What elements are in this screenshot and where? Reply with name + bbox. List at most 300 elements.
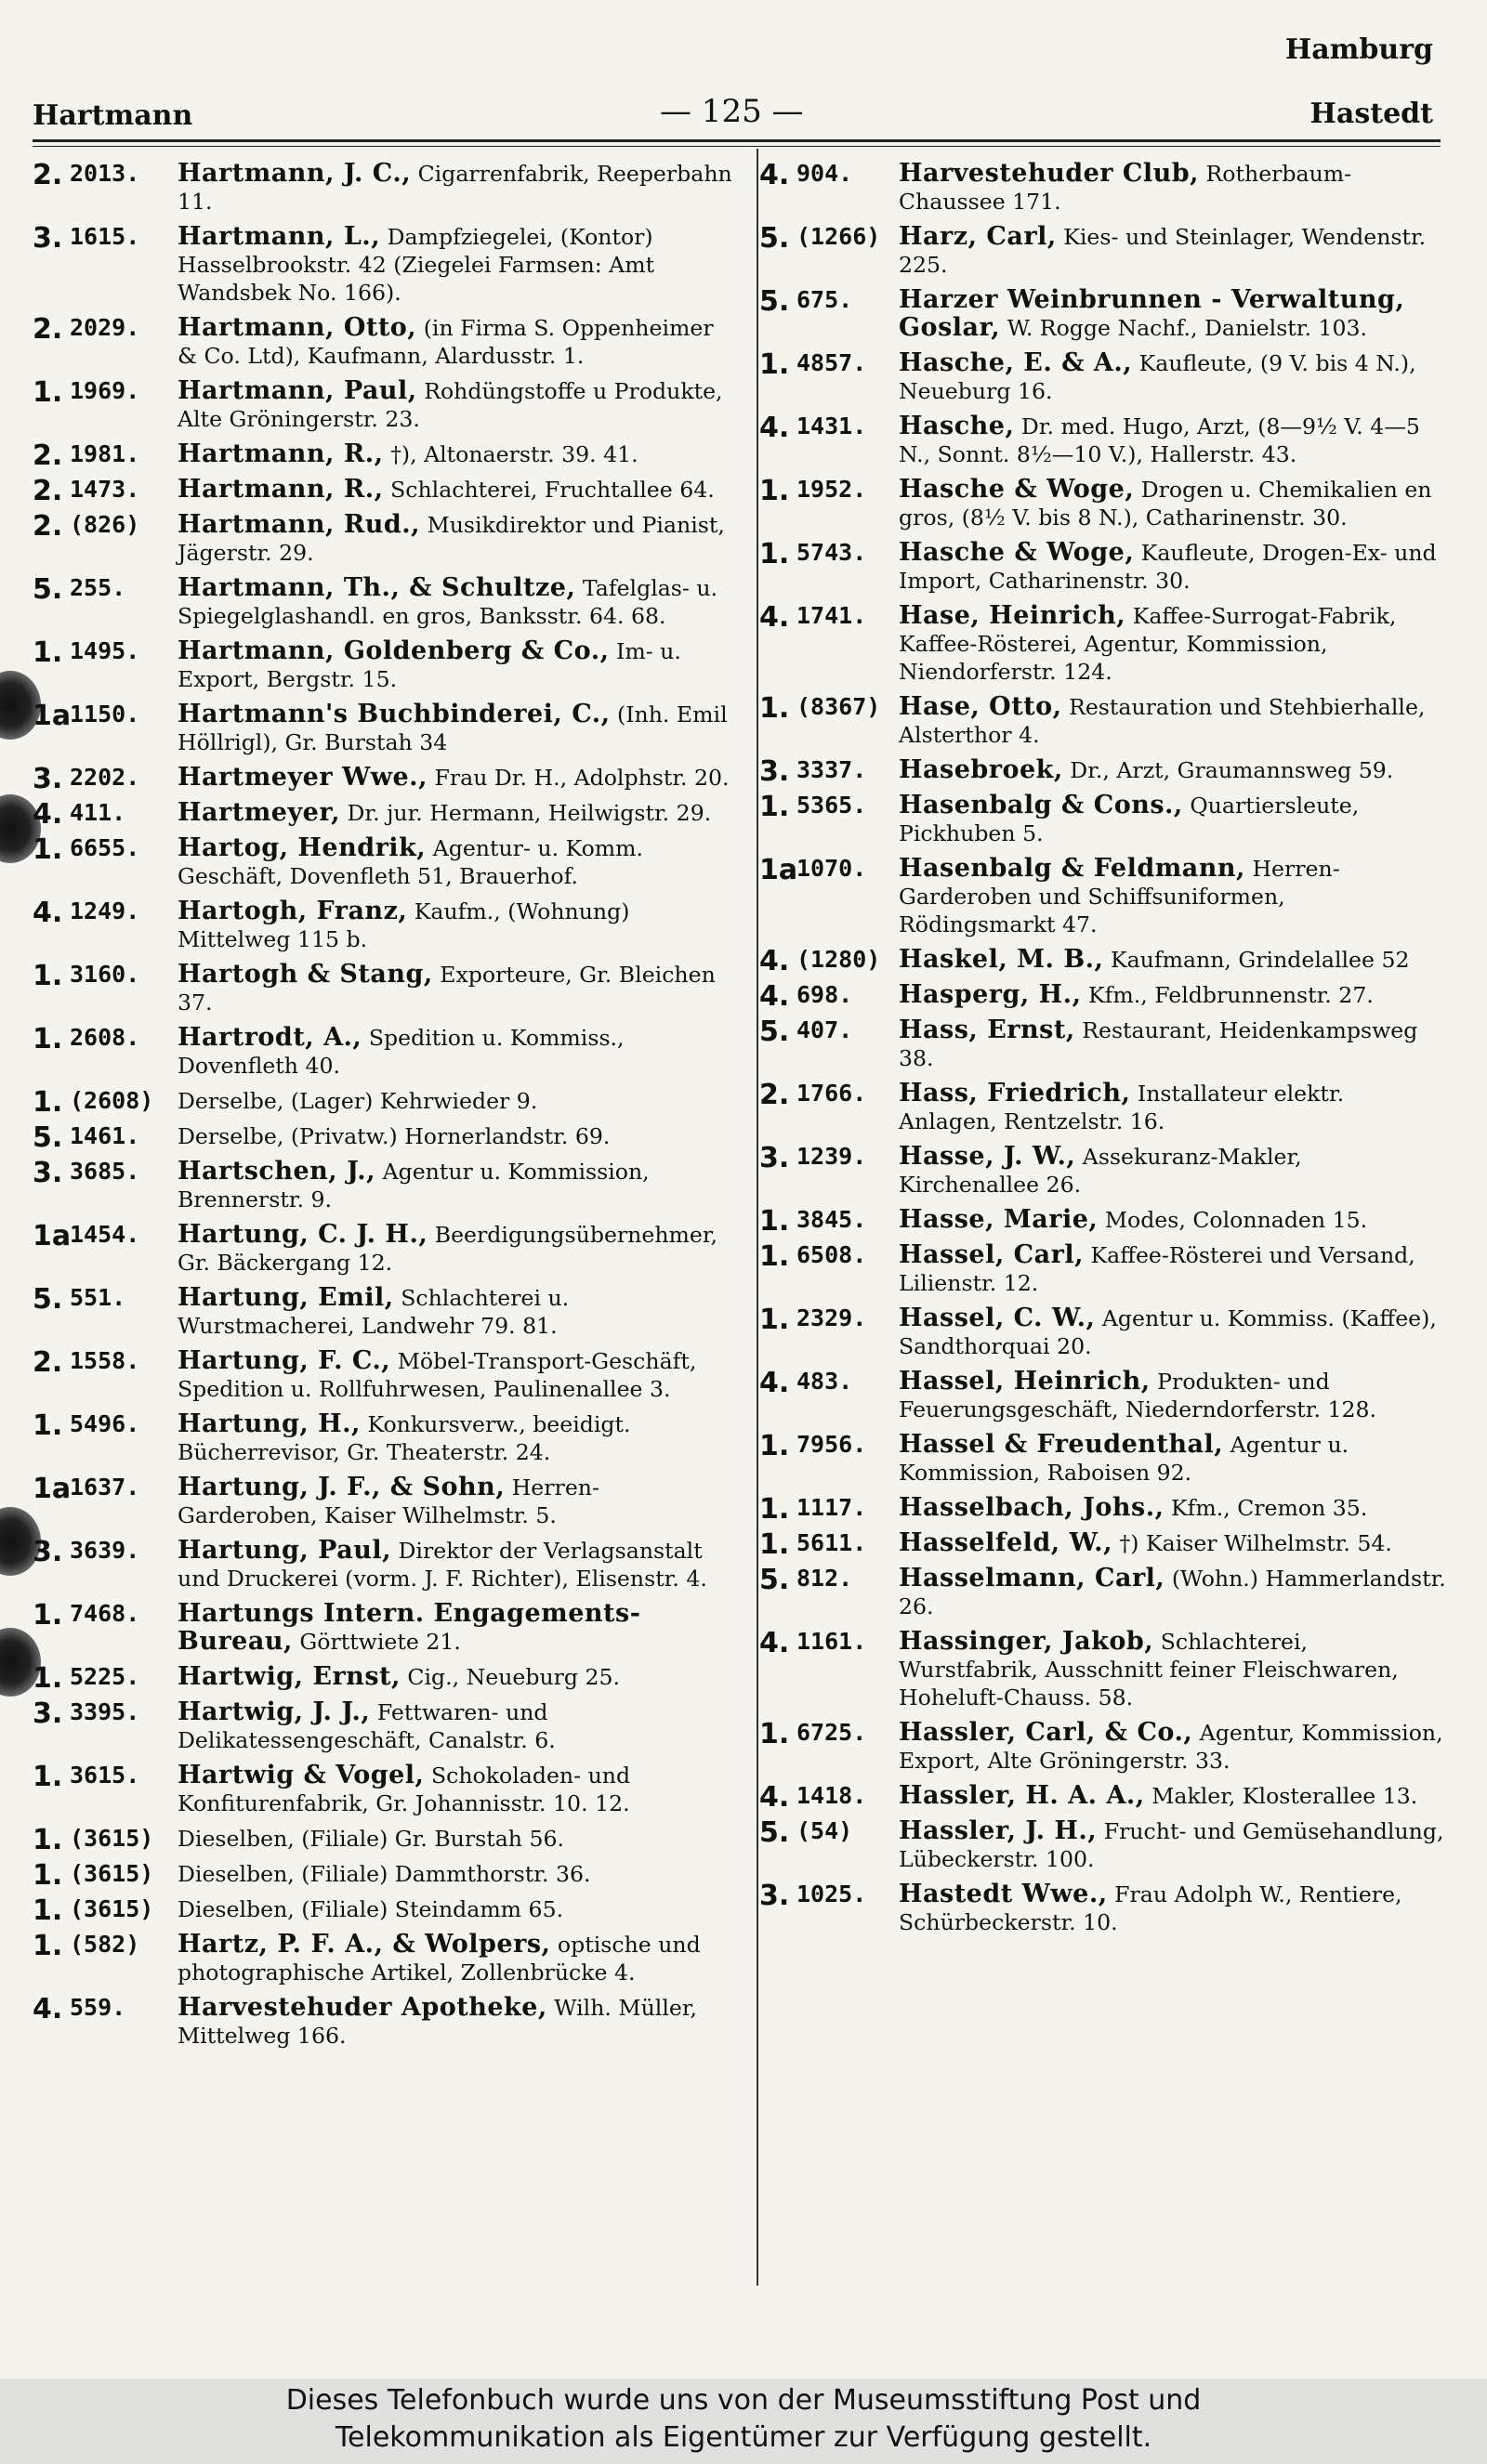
phone-number: 1969. <box>70 377 140 404</box>
subscriber-details: Dr., Arzt, Graumannsweg 59. <box>1070 757 1394 783</box>
phone-number: 1070. <box>796 855 867 882</box>
entry-text <box>899 1782 1447 1810</box>
directory-entry <box>759 1628 1447 1711</box>
subscriber-details: Konkursverw., beeidigt. Bücherrevisor, Gr. Theaterstr. 24. <box>178 1411 631 1465</box>
footer-notice <box>0 2379 1487 2464</box>
entry-text <box>899 1881 1447 1936</box>
phone-number: 5365. <box>796 792 867 819</box>
phone-number: 3160. <box>70 961 140 988</box>
exchange-class: 5. <box>759 1016 790 1048</box>
entry-text <box>899 286 1447 342</box>
subscriber-name: Hartung, H., <box>178 1409 361 1438</box>
entry-text <box>178 223 739 307</box>
phone-number: 3395. <box>70 1698 140 1725</box>
subscriber-details: Dieselben, (Filiale) Steindamm 65. <box>178 1896 564 1922</box>
directory-entry <box>759 539 1447 595</box>
subscriber-details: Kaufm., (Wohnung) Mittelweg 115 b. <box>178 898 630 952</box>
exchange-class: 1. <box>759 1718 790 1750</box>
directory-entry <box>759 792 1447 847</box>
phone-number: 1418. <box>796 1782 867 1809</box>
subscriber-name: Hasche, E. & A., <box>899 348 1133 377</box>
exchange-class: 2. <box>759 1079 790 1111</box>
phone-number: 1431. <box>796 413 867 439</box>
phone-number: 1454. <box>70 1221 140 1248</box>
subscriber-name: Hartmann, Rud., <box>178 510 421 539</box>
subscriber-details: Kfm., Feldbrunnenstr. 27. <box>1087 982 1374 1008</box>
subscriber-details: Fettwaren- und Delikatessengeschäft, Canalstr. 6. <box>178 1699 556 1753</box>
exchange-class: 1a <box>33 1220 72 1252</box>
phone-number: (8367) <box>796 693 881 720</box>
entry-text <box>178 1410 739 1466</box>
phone-number: 1161. <box>796 1628 867 1655</box>
entry-text <box>899 792 1447 847</box>
phone-number: 6655. <box>70 834 140 861</box>
exchange-class: 1. <box>759 538 790 570</box>
subscriber-name: Harvestehuder Apotheke, <box>178 1993 547 2022</box>
entry-text <box>178 1663 739 1691</box>
phone-number: (826) <box>70 511 140 538</box>
phone-number: 255. <box>70 574 126 601</box>
phone-number: 1150. <box>70 701 140 727</box>
subscriber-name: Hass, Friedrich, <box>899 1079 1131 1107</box>
phone-number: 5225. <box>70 1663 140 1690</box>
entry-text <box>178 574 739 630</box>
subscriber-name: Hastedt Wwe., <box>899 1880 1108 1908</box>
entry-text <box>899 1080 1447 1135</box>
subscriber-details: Rohdüngstoffe u Produkte, Alte Gröningerstr. 23. <box>178 378 723 432</box>
subscriber-name: Hasse, Marie, <box>899 1205 1099 1234</box>
subscriber-details: †) Kaiser Wilhelmstr. 54. <box>1119 1530 1392 1556</box>
subscriber-name: Hassinger, Jakob, <box>899 1627 1154 1656</box>
subscriber-details: Makler, Klosterallee 13. <box>1151 1783 1418 1809</box>
entry-text <box>178 1087 739 1115</box>
entry-text <box>178 1158 739 1213</box>
phone-number: 1766. <box>796 1080 867 1107</box>
entry-text <box>178 377 739 433</box>
subscriber-details: Restauration und Stehbierhalle, Alsterthor 4. <box>899 694 1426 748</box>
entry-text <box>178 701 739 756</box>
subscriber-name: Hartmann, J. C., <box>178 159 412 188</box>
subscriber-name: Hasselbach, Johs., <box>899 1493 1165 1522</box>
subscriber-details: Restaurant, Heidenkampsweg 38. <box>899 1017 1418 1071</box>
subscriber-name: Hartung, F. C., <box>178 1346 391 1375</box>
exchange-class: 1. <box>33 376 63 409</box>
exchange-class: 4. <box>759 1781 790 1814</box>
directory-entry <box>759 286 1447 342</box>
phone-number: 904. <box>796 160 853 187</box>
subscriber-name: Hartmann, R., <box>178 475 384 504</box>
exchange-class: 5. <box>33 1121 63 1154</box>
subscriber-name: Hasche, <box>899 412 1015 440</box>
exchange-class: 5. <box>33 1283 63 1316</box>
exchange-class: 4. <box>759 1367 790 1399</box>
exchange-class: 1. <box>759 1493 790 1526</box>
entry-text <box>178 160 739 216</box>
directory-entry <box>33 798 739 831</box>
entry-text <box>178 799 739 827</box>
phone-number: 2202. <box>70 764 140 791</box>
subscriber-name: Hartung, C. J. H., <box>178 1220 428 1249</box>
entry-text <box>899 946 1447 974</box>
entry-text <box>178 1860 739 1888</box>
subscriber-details: Dieselben, (Filiale) Gr. Burstah 56. <box>178 1826 565 1852</box>
subscriber-details: Beerdigungsübernehmer, Gr. Bäckergang 12. <box>178 1222 718 1276</box>
subscriber-details: Agentur u. Kommission, Brennerstr. 9. <box>178 1159 650 1212</box>
exchange-class: 1a <box>33 1473 72 1505</box>
phone-number: (1280) <box>796 946 881 973</box>
exchange-class: 1a <box>33 700 72 732</box>
directory-entry <box>33 834 739 890</box>
header-rule-thin <box>33 146 1441 147</box>
entry-text <box>899 413 1447 468</box>
directory-entry <box>33 1086 739 1119</box>
phone-number: 3337. <box>796 756 867 783</box>
entry-text <box>178 1284 739 1340</box>
directory-entry <box>33 763 739 795</box>
subscriber-details: Görttwiete 21. <box>299 1629 461 1655</box>
exchange-class: 1. <box>33 1023 63 1055</box>
subscriber-name: Hasche & Woge, <box>899 538 1135 567</box>
entry-text <box>178 1825 739 1853</box>
exchange-class: 3. <box>759 1142 790 1174</box>
subscriber-name: Hartrodt, A., <box>178 1023 362 1052</box>
subscriber-name: Hartung, J. F., & Sohn, <box>178 1473 506 1501</box>
phone-number: 2013. <box>70 160 140 187</box>
subscriber-name: Hartmann, L., <box>178 222 381 251</box>
subscriber-name: Hartogh, Franz, <box>178 897 408 925</box>
entry-text <box>899 1143 1447 1199</box>
subscriber-details: Rotherbaum-Chaussee 171. <box>899 161 1352 215</box>
entry-text <box>178 440 739 468</box>
exchange-class: 1. <box>759 1205 790 1238</box>
entry-text <box>899 1368 1447 1423</box>
subscriber-name: Hartmeyer, <box>178 798 340 827</box>
exchange-class: 1. <box>33 1859 63 1892</box>
phone-number: 1741. <box>796 602 867 629</box>
entry-text <box>178 834 739 890</box>
subscriber-details: Agentur u. Kommiss. (Kaffee), Sandthorquai 20. <box>899 1305 1437 1359</box>
directory-entry <box>759 476 1447 531</box>
exchange-class: 2. <box>33 475 63 507</box>
subscriber-details: Kaffee-Rösterei und Versand, Lilienstr. 12. <box>899 1242 1415 1296</box>
exchange-class: 5. <box>759 285 790 318</box>
subscriber-details: Installateur elektr. Anlagen, Rentzelstr. 16. <box>899 1081 1345 1134</box>
phone-number: 551. <box>70 1284 126 1311</box>
directory-entry <box>759 1565 1447 1620</box>
subscriber-name: Hartmann, Otto, <box>178 313 417 342</box>
entry-text <box>899 1565 1447 1620</box>
exchange-class: 2. <box>33 313 63 346</box>
exchange-class: 4. <box>759 412 790 444</box>
subscriber-details: Dr. med. Hugo, Arzt, (8—9½ V. 4—5 N., Sonnt. 8½—10 V.), Hallerstr. 43. <box>899 413 1420 467</box>
directory-entry <box>33 898 739 953</box>
subscriber-name: Hartmann, R., <box>178 439 384 468</box>
phone-number: 1473. <box>70 476 140 503</box>
phone-number: 698. <box>796 981 853 1008</box>
subscriber-details: Exporteure, Gr. Bleichen 37. <box>178 962 716 1016</box>
subscriber-name: Hase, Heinrich, <box>899 601 1126 630</box>
phone-number: 1615. <box>70 223 140 250</box>
right-column <box>759 160 1447 1944</box>
phone-number: 1117. <box>796 1494 867 1521</box>
entry-text <box>178 1762 739 1817</box>
entry-text <box>178 1537 739 1592</box>
entry-text <box>899 349 1447 405</box>
entry-text <box>899 1206 1447 1234</box>
subscriber-details: Im- u. Export, Bergstr. 15. <box>178 638 681 692</box>
exchange-class: 1. <box>759 1528 790 1561</box>
subscriber-details: Kaufmann, Grindelallee 52 <box>1110 947 1410 973</box>
exchange-class: 5. <box>759 1816 790 1849</box>
subscriber-details: Cigarrenfabrik, Reeperbahn 11. <box>178 161 732 215</box>
exchange-class: 4. <box>759 980 790 1013</box>
exchange-class: 1. <box>759 348 790 381</box>
exchange-class: 5. <box>33 573 63 606</box>
directory-entry <box>33 314 739 370</box>
subscriber-name: Hartogh & Stang, <box>178 960 433 989</box>
directory-entry <box>759 223 1447 279</box>
directory-entry <box>759 1528 1447 1561</box>
subscriber-details: Dieselben, (Filiale) Dammthorstr. 36. <box>178 1861 591 1887</box>
subscriber-name: Hartmann, Goldenberg & Co., <box>178 636 610 665</box>
exchange-class: 3. <box>33 1536 63 1568</box>
exchange-class: 1. <box>33 1761 63 1793</box>
subscriber-details: Frau Adolph W., Rentiere, Schürbeckerstr. 10. <box>899 1881 1402 1935</box>
directory-entry <box>759 349 1447 405</box>
phone-number: (54) <box>796 1817 853 1844</box>
phone-number: 559. <box>70 1994 126 2021</box>
exchange-class: 1. <box>759 1240 790 1273</box>
directory-entry <box>759 1016 1447 1072</box>
entry-text <box>178 961 739 1016</box>
entry-text <box>178 1474 739 1529</box>
phone-number: 2608. <box>70 1024 140 1051</box>
phone-number: 1558. <box>70 1347 140 1374</box>
subscriber-name: Hassler, Carl, & Co., <box>899 1718 1193 1747</box>
phone-number: 483. <box>796 1368 853 1395</box>
subscriber-details: Wilh. Müller, Mittelweg 166. <box>178 1995 698 2049</box>
phone-number: (1266) <box>796 223 881 250</box>
exchange-class: 4. <box>759 159 790 191</box>
entry-text <box>899 160 1447 216</box>
directory-entry <box>33 1410 739 1466</box>
phone-number: 2029. <box>70 314 140 341</box>
entry-text <box>899 1719 1447 1775</box>
subscriber-name: Hartmann's Buchbinderei, C., <box>178 700 611 728</box>
subscriber-name: Hartung, Emil, <box>178 1283 394 1312</box>
subscriber-details: †), Altonaerstr. 39. 41. <box>390 441 638 467</box>
directory-entry <box>33 1994 739 2050</box>
directory-entry <box>33 637 739 693</box>
subscriber-details: Herren-Garderoben, Kaiser Wilhelmstr. 5. <box>178 1474 599 1528</box>
entry-text <box>178 764 739 792</box>
subscriber-details: Schlachterei, Fruchtallee 64. <box>390 477 715 503</box>
footer-line-2: Telekommunikation als Eigentümer zur Verfügung gestellt. <box>335 2421 1152 2454</box>
subscriber-name: Hasche & Woge, <box>899 475 1135 504</box>
phone-number: 1461. <box>70 1122 140 1149</box>
phone-number: 2329. <box>796 1304 867 1331</box>
phone-number: (3615) <box>70 1825 154 1852</box>
subscriber-details: Frucht- und Gemüsehandlung, Lübeckerstr. 100. <box>899 1818 1444 1872</box>
entry-text <box>899 1529 1447 1557</box>
directory-entry <box>759 1719 1447 1775</box>
subscriber-name: Hartz, P. F. A., & Wolpers, <box>178 1930 551 1959</box>
directory-entry <box>33 475 739 507</box>
phone-number: 5611. <box>796 1529 867 1556</box>
subscriber-details: Produkten- und Feuerungsgeschäft, Niederndorferstr. 128. <box>899 1369 1377 1422</box>
exchange-class: 1. <box>759 692 790 725</box>
subscriber-details: Direktor der Verlagsanstalt und Druckerei (vorm. J. F. Richter), Elisenstr. 4. <box>178 1538 707 1592</box>
exchange-class: 4. <box>33 897 63 929</box>
entry-text <box>178 898 739 953</box>
subscriber-name: Harvestehuder Club, <box>899 159 1200 188</box>
subscriber-details: Agentur u. Kommission, Raboisen 92. <box>899 1432 1349 1486</box>
subscriber-name: Hartmeyer Wwe., <box>178 763 428 792</box>
subscriber-details: Frau Dr. H., Adolphstr. 20. <box>434 765 730 791</box>
entry-text <box>178 1024 739 1080</box>
phone-number: 4857. <box>796 349 867 376</box>
running-head-first-entry: Hartmann <box>33 99 193 132</box>
exchange-class: 1. <box>33 1409 63 1442</box>
phone-number: 1952. <box>796 476 867 503</box>
subscriber-name: Hasebroek, <box>899 755 1063 784</box>
subscriber-name: Harzer Weinbrunnen - Verwaltung, Goslar, <box>899 285 1405 342</box>
exchange-class: 2. <box>33 510 63 543</box>
subscriber-details: Dr. jur. Hermann, Heilwigstr. 29. <box>347 800 712 826</box>
subscriber-details: Dampfziegelei, (Kontor) Hasselbrookstr. 42 (Ziegelei Farmsen: Amt Wandsbek No. 166). <box>178 224 655 306</box>
subscriber-name: Hasselfeld, W., <box>899 1528 1112 1557</box>
subscriber-name: Hase, Otto, <box>899 692 1062 721</box>
subscriber-details: Agentur- u. Komm. Geschäft, Dovenfleth 51, Brauerhof. <box>178 835 644 889</box>
subscriber-details: Agentur, Kommission, Export, Alte Gröningerstr. 33. <box>899 1720 1443 1774</box>
phone-number: 6508. <box>796 1241 867 1268</box>
subscriber-details: Tafelglas- u. Spiegelglashandl. en gros, Banksstr. 64. 68. <box>178 575 718 629</box>
phone-number: 1981. <box>70 440 140 467</box>
subscriber-details: Kies- und Steinlager, Wendenstr. 225. <box>899 224 1427 278</box>
column-divider <box>757 149 758 2286</box>
directory-entry <box>759 755 1447 788</box>
directory-entry <box>33 1824 739 1856</box>
exchange-class: 1. <box>33 1662 63 1695</box>
subscriber-details: Cig., Neueburg 25. <box>407 1664 621 1690</box>
subscriber-details: (Inh. Emil Höllrigl), Gr. Burstah 34 <box>178 701 728 755</box>
phone-number: (2608) <box>70 1087 154 1114</box>
directory-entry <box>759 1080 1447 1135</box>
subscriber-details: (Wohn.) Hammerlandstr. 26. <box>899 1566 1446 1619</box>
exchange-class: 4. <box>759 1627 790 1659</box>
phone-number: 407. <box>796 1016 853 1043</box>
subscriber-name: Hartschen, J., <box>178 1157 376 1186</box>
entry-text <box>899 1628 1447 1711</box>
directory-entry <box>33 961 739 1016</box>
phone-number: 5496. <box>70 1410 140 1437</box>
entry-text <box>178 1122 739 1150</box>
exchange-class: 3. <box>33 222 63 255</box>
exchange-class: 4. <box>759 601 790 634</box>
running-head-city: Hamburg <box>1284 33 1433 66</box>
directory-entry <box>33 1024 739 1080</box>
entry-text <box>899 855 1447 938</box>
subscriber-details: Spedition u. Kommiss., Dovenfleth 40. <box>178 1025 625 1079</box>
left-column <box>33 160 739 2057</box>
entry-text <box>899 1431 1447 1487</box>
directory-entry <box>759 945 1447 977</box>
phone-number: 3845. <box>796 1206 867 1233</box>
phone-number: (3615) <box>70 1895 154 1922</box>
directory-entry <box>33 1859 739 1892</box>
directory-entry <box>33 1762 739 1817</box>
phone-number: 5743. <box>796 539 867 566</box>
entry-text <box>178 511 739 567</box>
exchange-class: 1a <box>759 854 798 886</box>
exchange-class: 5. <box>759 1564 790 1596</box>
subscriber-details: optische und photographische Artikel, Zollenbrücke 4. <box>178 1932 701 1986</box>
entry-text <box>899 1016 1447 1072</box>
directory-entry <box>759 160 1447 216</box>
subscriber-name: Hasselmann, Carl, <box>899 1564 1165 1592</box>
subscriber-details: Musikdirektor und Pianist, Jägerstr. 29. <box>178 512 725 566</box>
exchange-class: 2. <box>33 1346 63 1379</box>
subscriber-name: Hassel, Heinrich, <box>899 1367 1151 1396</box>
exchange-class: 1. <box>33 1930 63 1962</box>
entry-text <box>899 981 1447 1009</box>
phone-number: 675. <box>796 286 853 313</box>
directory-entry <box>759 1205 1447 1238</box>
entry-text <box>899 1494 1447 1522</box>
directory-entry <box>759 1431 1447 1487</box>
phone-number: 7956. <box>796 1431 867 1458</box>
subscriber-details: Derselbe, (Privatw.) Hornerlandstr. 69. <box>178 1123 611 1149</box>
entry-text <box>178 1347 739 1403</box>
directory-entry <box>33 1121 739 1154</box>
exchange-class: 1. <box>759 791 790 823</box>
directory-entry <box>33 377 739 433</box>
subscriber-name: Hassel, Carl, <box>899 1240 1085 1269</box>
exchange-class: 1. <box>33 1894 63 1927</box>
exchange-class: 3. <box>33 763 63 795</box>
subscriber-name: Hartmann, Paul, <box>178 376 417 405</box>
entry-text <box>178 1895 739 1923</box>
subscriber-name: Hasenbalg & Feldmann, <box>899 854 1245 883</box>
subscriber-details: Möbel-Transport-Geschäft, Spedition u. Rollfuhrwesen, Paulinenallee 3. <box>178 1348 697 1402</box>
subscriber-details: Drogen u. Chemikalien en gros, (8½ V. bis 8 N.), Catharinenstr. 30. <box>899 477 1432 531</box>
directory-entry <box>759 980 1447 1013</box>
subscriber-name: Hartwig, J. J., <box>178 1697 371 1726</box>
directory-entry <box>33 701 739 756</box>
phone-number: 1637. <box>70 1474 140 1501</box>
entry-text <box>899 602 1447 686</box>
phone-number: 1239. <box>796 1143 867 1170</box>
subscriber-details: (in Firma S. Oppenheimer & Co. Ltd), Kaufmann, Alardusstr. 1. <box>178 315 714 369</box>
directory-entry <box>33 1600 739 1656</box>
entry-text <box>899 756 1447 784</box>
phone-number: 1495. <box>70 637 140 664</box>
directory-entry <box>33 1158 739 1213</box>
directory-entry <box>33 1894 739 1927</box>
subscriber-details: W. Rogge Nachf., Danielstr. 103. <box>1007 315 1368 341</box>
exchange-class: 3. <box>33 1157 63 1189</box>
exchange-class: 2. <box>33 159 63 191</box>
exchange-class: 1. <box>33 1599 63 1632</box>
subscriber-name: Harz, Carl, <box>899 222 1057 251</box>
entry-text <box>899 1304 1447 1360</box>
subscriber-details: Kaufleute, Drogen-Ex- und Import, Catharinenstr. 30. <box>899 540 1437 594</box>
subscriber-details: Modes, Colonnaden 15. <box>1104 1207 1368 1233</box>
entry-text <box>899 476 1447 531</box>
phone-number: 3615. <box>70 1762 140 1789</box>
entry-text <box>178 1221 739 1277</box>
subscriber-details: Quartiersleute, Pickhuben 5. <box>899 793 1360 846</box>
